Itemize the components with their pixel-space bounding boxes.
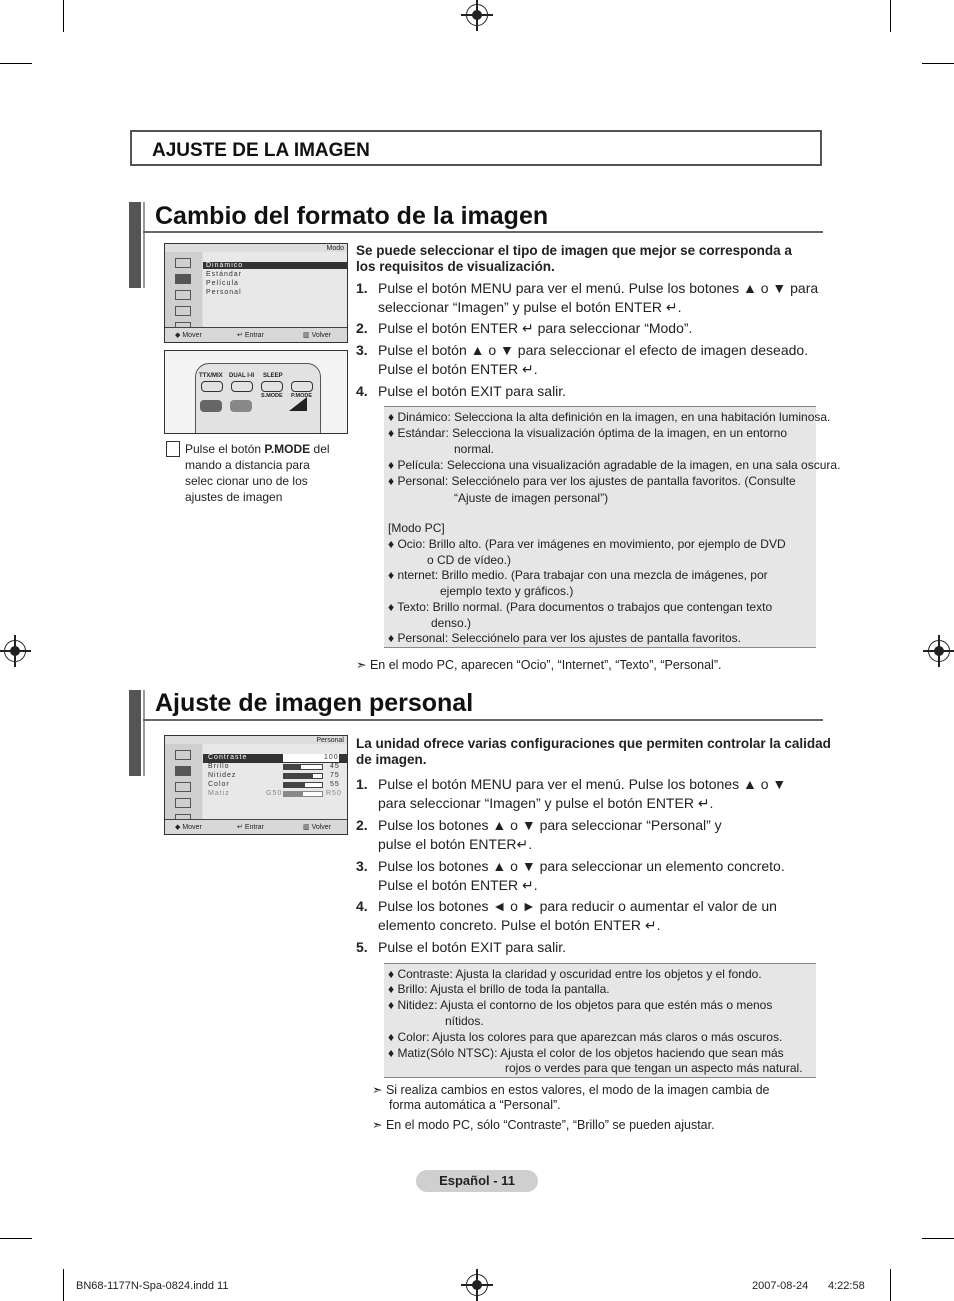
info-line: rojos o verdes para que tengan un aspecto más natural.	[505, 1061, 803, 1075]
setting-value: R50	[326, 790, 342, 797]
info-line: “Ajuste de imagen personal”)	[454, 491, 609, 505]
note-text: Pulse el botón	[185, 442, 265, 456]
menu-item[interactable]	[208, 772, 347, 781]
menu-header: Modo	[326, 245, 344, 252]
menu-item[interactable]: Película	[206, 280, 239, 287]
step-number: 4.	[356, 383, 368, 399]
setting-label: Color	[208, 781, 230, 788]
note-text: mando a distancia para	[185, 458, 310, 472]
note-text: del	[310, 442, 330, 456]
setting-label: Brillo	[208, 763, 230, 770]
step-number: 1.	[356, 776, 368, 792]
footer-file: BN68-1177N-Spa-0824.indd 11	[76, 1280, 229, 1292]
footer-enter: Entrar	[244, 824, 264, 831]
info-line: ♦ Dinámico: Selecciona la alta definición en la imagen, en una habitación luminosa.	[388, 410, 831, 424]
step-line: Pulse el botón ENTER ↵.	[378, 361, 538, 377]
menu-footer: ◆ Mover ↵ Entrar ▥ Volver	[165, 327, 347, 342]
footer-return: Volver	[311, 824, 332, 831]
heading-rule	[143, 231, 823, 233]
info-line: ♦ nternet: Brillo medio. (Para trabajar con una mezcla de imágenes, por	[388, 568, 768, 582]
remote-label: DUAL I-II	[229, 373, 255, 379]
section-header	[130, 130, 822, 166]
step	[356, 382, 826, 401]
step	[356, 857, 826, 895]
info-box	[384, 406, 841, 648]
remote-note-icon	[166, 441, 180, 457]
footer-return: Volver	[311, 332, 332, 339]
ttx-button[interactable]	[201, 381, 223, 392]
remote-control-illustration	[164, 350, 348, 434]
dual-button[interactable]	[231, 381, 253, 392]
page-title: Cambio del formato de la imagen	[155, 202, 549, 230]
heading-bar	[129, 202, 141, 288]
step	[356, 816, 826, 854]
step-line: elemento concreto. Pulse el botón ENTER ↵.	[378, 917, 661, 933]
step-number: 1.	[356, 280, 368, 296]
pc-mode-note: ➣ En el modo PC, aparecen “Ocio”, “Internet”, “Texto”, “Personal”.	[356, 658, 722, 672]
registration-mark-icon	[4, 640, 26, 662]
sleep-button[interactable]	[261, 381, 283, 392]
info-box	[384, 963, 816, 1078]
picture-icon	[175, 258, 191, 268]
step-number: 4.	[356, 898, 368, 914]
pmode-button[interactable]	[291, 381, 313, 392]
sound-icon	[175, 782, 191, 792]
menu-panel	[203, 744, 347, 820]
step-number: 3.	[356, 858, 368, 874]
setting-value: G50	[266, 790, 283, 797]
info-line: denso.)	[431, 616, 472, 630]
info-line: nítidos.	[445, 1014, 484, 1028]
info-line: ♦ Nitidez: Ajusta el contorno de los objetos para que estén más o menos	[388, 998, 773, 1012]
step	[356, 938, 826, 957]
note-text: ajustes de imagen	[185, 490, 283, 504]
intro-line: de imagen.	[356, 752, 427, 767]
info-line: ♦ Ocio: Brillo alto. (Para ver imágenes en movimiento, por ejemplo de DVD	[388, 537, 786, 551]
crop-mark	[922, 1238, 954, 1239]
info-line: ♦ Estándar: Selecciona la visualización óptima de la imagen, en un entorno	[388, 426, 788, 440]
registration-mark-icon	[466, 4, 488, 26]
tv-icon	[175, 766, 191, 776]
remote-label: P.MODE	[291, 393, 312, 399]
menu-item[interactable]: Dinámico	[203, 262, 347, 269]
setting-label: Nitidez	[208, 772, 237, 779]
footer-move: Mover	[182, 332, 202, 339]
info-line: ejemplo texto y gráficos.)	[440, 584, 574, 598]
registration-mark-icon	[466, 1274, 488, 1296]
crop-mark	[922, 63, 954, 64]
crop-mark	[0, 63, 32, 64]
crop-mark	[890, 1269, 891, 1301]
section-title: Ajuste de imagen personal	[155, 689, 474, 717]
menu-screenshot	[164, 735, 348, 835]
intro-line: Se puede seleccionar el tipo de imagen que mejor se corresponda a	[356, 243, 792, 258]
info-line: o CD de vídeo.)	[427, 553, 512, 567]
setting-label: Contraste	[208, 754, 248, 761]
step-line: Pulse los botones ◄ o ► para reducir o aumentar el valor de un	[378, 898, 777, 914]
info-line: ♦ Película: Selecciona una visualización agradable de la imagen, en una sala oscura.	[388, 458, 841, 472]
step	[356, 341, 826, 379]
info-line: normal.	[454, 442, 495, 456]
footer-enter: Entrar	[244, 332, 264, 339]
pointer-arrow-icon	[289, 397, 307, 411]
step	[356, 775, 826, 813]
menu-item[interactable]: Personal	[206, 289, 242, 296]
setup-icon	[175, 306, 191, 316]
note-text: selec cionar uno de los	[185, 474, 308, 488]
sound-icon	[175, 290, 191, 300]
step-line: pulse el botón ENTER↵.	[378, 836, 533, 852]
setting-value: 100	[324, 754, 339, 761]
step-number: 5.	[356, 939, 368, 955]
heading-bar	[143, 202, 145, 288]
green-button[interactable]	[230, 400, 252, 412]
intro-line: los requisitos de visualización.	[356, 259, 555, 274]
info-line: ♦ Contraste: Ajusta la claridad y oscuridad entre los objetos y el fondo.	[388, 967, 762, 981]
setting-value: 75	[330, 772, 340, 779]
crop-mark	[890, 0, 891, 32]
step-number: 2.	[356, 817, 368, 833]
info-line: ♦ Brillo: Ajusta el brillo de toda la pantalla.	[388, 982, 610, 996]
step-line: seleccionar “Imagen” y pulse el botón ENTER ↵.	[378, 299, 682, 315]
menu-item[interactable]	[208, 763, 347, 772]
menu-item[interactable]	[208, 781, 347, 790]
remote-label: TTX/MIX	[199, 373, 223, 379]
footer-move: Mover	[182, 824, 202, 831]
footer-date: 2007-08-24	[752, 1280, 809, 1292]
heading-bar	[129, 690, 141, 776]
info-line: ♦ Matiz(Sólo NTSC): Ajusta el color de los objetos haciendo que sean más	[388, 1046, 784, 1060]
info-line: [Modo PC]	[388, 521, 445, 535]
step-line: Pulse el botón ENTER ↵ para seleccionar “Modo”.	[378, 320, 693, 336]
step-line: para seleccionar “Imagen” y pulse el botón ENTER ↵.	[378, 795, 714, 811]
remote-label: SLEEP	[263, 373, 283, 379]
registration-mark-icon	[928, 640, 950, 662]
menu-item[interactable]	[208, 790, 347, 799]
step-line: Pulse el botón MENU para ver el menú. Pulse los botones ▲ o ▼ para	[378, 280, 819, 296]
step-line: Pulse el botón ENTER ↵.	[378, 877, 538, 893]
menu-item[interactable]	[203, 754, 347, 763]
crop-mark	[63, 1269, 64, 1301]
step-line: Pulse los botones ▲ o ▼ para seleccionar “Personal” y	[378, 817, 722, 833]
section-header-title: AJUSTE DE LA IMAGEN	[152, 140, 370, 161]
note: ➣ En el modo PC, sólo “Contraste”, “Brillo” se pueden ajustar.	[372, 1118, 715, 1132]
intro-text	[356, 243, 792, 275]
heading-rule	[143, 719, 823, 721]
setting-value: 45	[330, 763, 340, 770]
tv-icon	[175, 274, 191, 284]
setting-value: 55	[330, 781, 340, 788]
menu-panel	[203, 252, 347, 328]
menu-sidebar	[165, 744, 202, 822]
remote-note	[185, 441, 350, 505]
intro-text	[356, 736, 831, 768]
step-line: Pulse el botón EXIT para salir.	[378, 939, 567, 955]
step-line: Pulse el botón MENU para ver el menú. Pulse los botones ▲ o ▼	[378, 776, 787, 792]
note-bold: P.MODE	[264, 442, 311, 456]
remote-label: S.MODE	[261, 393, 283, 399]
step-line: Pulse los botones ▲ o ▼ para seleccionar un elemento concreto.	[378, 858, 785, 874]
menu-footer: ◆ Mover ↵ Entrar ▥ Volver	[165, 819, 347, 834]
step	[356, 897, 826, 935]
step-line: Pulse el botón EXIT para salir.	[378, 383, 567, 399]
crop-mark	[63, 0, 64, 32]
info-line: ♦ Color: Ajusta los colores para que aparezcan más claros o más oscuros.	[388, 1030, 783, 1044]
info-line: ♦ Personal: Selecciónelo para ver los ajustes de pantalla favoritos. (Consulte	[388, 474, 796, 488]
step	[356, 279, 826, 317]
menu-screenshot	[164, 243, 348, 343]
red-button[interactable]	[200, 400, 222, 412]
note: ➣ Si realiza cambios en estos valores, el modo de la imagen cambia de	[372, 1083, 770, 1097]
note: forma automática a “Personal”.	[389, 1098, 561, 1112]
crop-mark	[0, 1238, 32, 1239]
page-number: Español - 11	[416, 1170, 538, 1192]
menu-sidebar	[165, 252, 202, 330]
intro-line: La unidad ofrece varias configuraciones que permiten controlar la calidad	[356, 736, 831, 751]
step-line: Pulse el botón ▲ o ▼ para seleccionar el efecto de imagen deseado.	[378, 342, 809, 358]
footer-time: 4:22:58	[828, 1280, 865, 1292]
setting-label: Matiz	[208, 790, 230, 797]
info-line: ♦ Texto: Brillo normal. (Para documentos o trabajos que contengan texto	[388, 600, 773, 614]
setup-icon	[175, 798, 191, 808]
step-number: 2.	[356, 320, 368, 336]
step-number: 3.	[356, 342, 368, 358]
menu-header: Personal	[316, 737, 344, 744]
menu-item[interactable]: Estándar	[206, 271, 243, 278]
step	[356, 319, 826, 338]
info-line: ♦ Personal: Selecciónelo para ver los ajustes de pantalla favoritos.	[388, 631, 741, 645]
picture-icon	[175, 750, 191, 760]
heading-bar	[143, 690, 145, 776]
